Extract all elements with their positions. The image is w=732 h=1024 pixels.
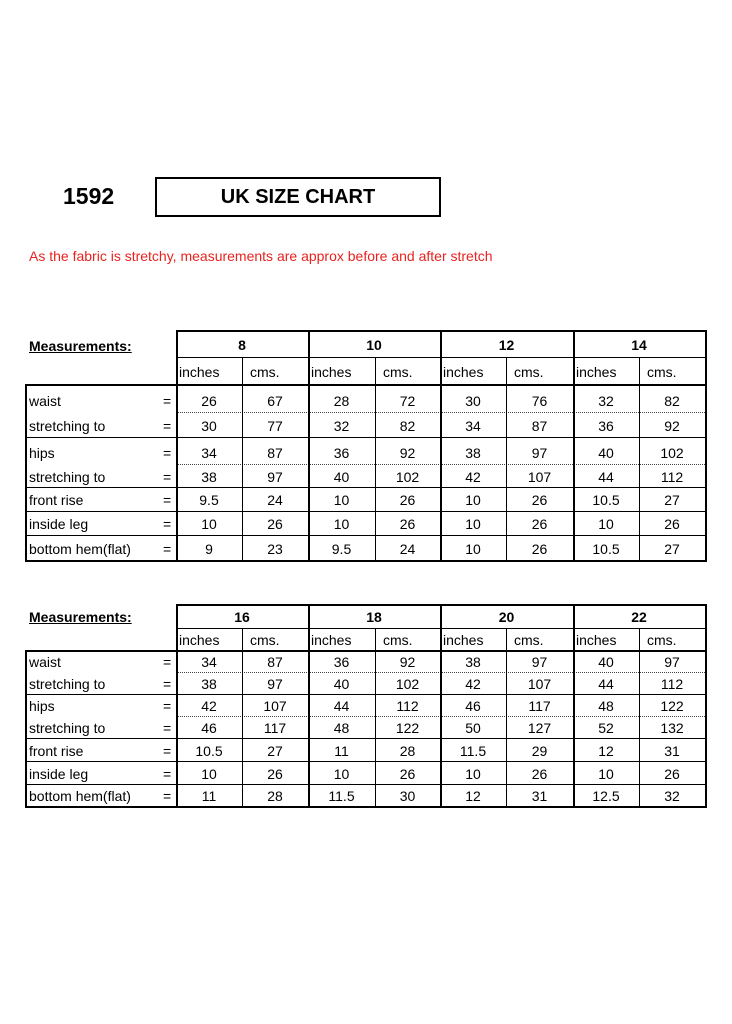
row-label: hips: [29, 698, 55, 714]
value-cell: 10: [465, 540, 481, 557]
value-cell: 26: [664, 765, 680, 782]
value-cell: 112: [660, 676, 684, 692]
value-cell: 82: [399, 417, 416, 434]
unit-inches: inches: [576, 363, 617, 380]
grid-line: [506, 628, 507, 806]
row-label: inside leg: [29, 765, 89, 782]
value-cell: 11: [334, 742, 349, 759]
value-cell: 48: [598, 698, 614, 714]
value-cell: 92: [664, 417, 680, 434]
value-cell: 117: [263, 720, 287, 736]
value-cell: 36: [598, 417, 614, 434]
value-cell: 26: [399, 492, 416, 508]
unit-cms: cms.: [647, 363, 677, 380]
value-cell: 112: [660, 468, 684, 485]
equals-sign: =: [163, 788, 172, 804]
grid-line: [25, 650, 27, 806]
grid-line: [375, 357, 376, 560]
value-cell: 30: [465, 393, 481, 409]
grid-line: [705, 604, 707, 808]
value-cell: 107: [263, 698, 287, 714]
value-cell: 107: [527, 676, 552, 692]
unit-inches: inches: [179, 363, 220, 380]
value-cell: 32: [333, 417, 350, 434]
value-cell: 102: [660, 445, 684, 461]
value-cell: 97: [267, 468, 283, 485]
unit-cms: cms.: [647, 632, 677, 648]
page-title: UK SIZE CHART: [155, 177, 441, 217]
equals-sign: =: [163, 445, 172, 461]
value-cell: 9.5: [331, 540, 352, 557]
value-cell: 30: [399, 788, 416, 804]
value-cell: 44: [333, 698, 350, 714]
equals-sign: =: [163, 540, 172, 557]
value-cell: 31: [664, 742, 680, 759]
grid-line: [25, 487, 705, 488]
equals-sign: =: [163, 676, 172, 692]
value-cell: 26: [531, 492, 548, 508]
value-cell: 87: [267, 654, 283, 670]
value-cell: 34: [465, 417, 481, 434]
value-cell: 36: [333, 445, 350, 461]
row-label: waist: [29, 654, 61, 670]
grid-line: [573, 330, 575, 562]
equals-sign: =: [163, 742, 172, 759]
grid-line: [705, 330, 707, 562]
value-cell: 107: [527, 468, 552, 485]
value-cell: 97: [531, 445, 548, 461]
value-cell: 42: [465, 676, 481, 692]
size-header: 8: [238, 336, 246, 353]
value-cell: 40: [598, 445, 614, 461]
unit-inches: inches: [311, 632, 352, 648]
value-cell: 122: [660, 698, 684, 714]
value-cell: 28: [333, 393, 350, 409]
value-cell: 38: [201, 468, 217, 485]
row-label: hips: [29, 445, 55, 461]
grid-line: [25, 806, 707, 808]
value-cell: 46: [465, 698, 481, 714]
value-cell: 23: [267, 540, 283, 557]
value-cell: 29: [531, 742, 548, 759]
value-cell: 9.5: [199, 492, 219, 508]
equals-sign: =: [163, 720, 172, 736]
value-cell: 26: [201, 393, 217, 409]
value-cell: 11.5: [328, 788, 355, 804]
equals-sign: =: [163, 765, 172, 782]
grid-line: [25, 650, 705, 652]
value-cell: 102: [395, 676, 420, 692]
value-cell: 117: [528, 698, 551, 714]
value-cell: 72: [399, 393, 416, 409]
equals-sign: =: [163, 654, 172, 670]
value-cell: 11: [201, 788, 217, 804]
size-header: 14: [631, 336, 647, 353]
grid-line: [242, 628, 243, 806]
value-cell: 32: [598, 393, 614, 409]
grid-line: [25, 535, 705, 536]
measurements-label: Measurements:: [29, 338, 132, 354]
value-cell: 52: [598, 720, 614, 736]
value-cell: 10: [333, 492, 350, 508]
value-cell: 40: [333, 676, 350, 692]
row-label: stretching to: [29, 468, 106, 485]
row-label: stretching to: [29, 720, 106, 736]
equals-sign: =: [163, 468, 172, 485]
value-cell: 32: [664, 788, 680, 804]
size-header: 22: [631, 609, 647, 625]
size-header: 18: [366, 609, 382, 625]
value-cell: 30: [201, 417, 217, 434]
value-cell: 67: [267, 393, 283, 409]
grid-line: [25, 694, 705, 695]
grid-line: [375, 628, 376, 806]
row-label: waist: [29, 393, 61, 409]
value-cell: 38: [465, 654, 481, 670]
grid-line: [506, 357, 507, 560]
value-cell: 9: [205, 540, 213, 557]
value-cell: 42: [201, 698, 217, 714]
unit-inches: inches: [443, 632, 484, 648]
grid-line: [25, 511, 705, 512]
value-cell: 127: [527, 720, 552, 736]
value-cell: 92: [399, 654, 416, 670]
value-cell: 26: [267, 765, 283, 782]
grid-line: [308, 604, 310, 808]
value-cell: 36: [333, 654, 350, 670]
value-cell: 27: [664, 540, 680, 557]
grid-line: [25, 761, 705, 762]
value-cell: 10: [465, 492, 481, 508]
grid-line: [25, 384, 705, 386]
value-cell: 34: [201, 445, 217, 461]
grid-line: [176, 604, 178, 806]
value-cell: 31: [531, 788, 548, 804]
equals-sign: =: [163, 492, 172, 508]
value-cell: 10: [465, 516, 481, 532]
size-header: 20: [498, 609, 515, 625]
value-cell: 11.5: [459, 742, 487, 759]
value-cell: 12: [465, 788, 481, 804]
unit-cms: cms.: [250, 632, 280, 648]
row-label: stretching to: [29, 676, 106, 692]
grid-line: [308, 330, 310, 562]
product-code: 1592: [63, 183, 115, 209]
unit-inches: inches: [179, 632, 220, 648]
grid-line: [25, 437, 705, 438]
value-cell: 12.5: [592, 788, 620, 804]
value-cell: 44: [598, 468, 614, 485]
grid-line: [25, 384, 27, 560]
grid-line: [242, 357, 243, 560]
value-cell: 76: [531, 393, 548, 409]
unit-cms: cms.: [383, 632, 413, 648]
grid-line: [639, 357, 640, 560]
value-cell: 26: [531, 765, 548, 782]
value-cell: 10: [333, 765, 350, 782]
value-cell: 28: [399, 742, 416, 759]
row-label: bottom hem(flat): [29, 788, 131, 804]
value-cell: 26: [267, 516, 283, 532]
unit-cms: cms.: [514, 363, 544, 380]
value-cell: 48: [333, 720, 350, 736]
unit-cms: cms.: [250, 363, 280, 380]
value-cell: 40: [333, 468, 350, 485]
value-cell: 38: [201, 676, 217, 692]
value-cell: 10.5: [592, 492, 620, 508]
value-cell: 132: [660, 720, 684, 736]
row-label: front rise: [29, 742, 84, 759]
value-cell: 122: [395, 720, 420, 736]
value-cell: 10: [598, 516, 614, 532]
equals-sign: =: [163, 417, 172, 434]
value-cell: 10: [598, 765, 614, 782]
value-cell: 27: [267, 742, 283, 759]
unit-cms: cms.: [383, 363, 413, 380]
grid-line: [25, 738, 705, 739]
value-cell: 97: [531, 654, 548, 670]
value-cell: 112: [396, 698, 419, 714]
value-cell: 46: [201, 720, 217, 736]
unit-inches: inches: [311, 363, 352, 380]
row-label: bottom hem(flat): [29, 540, 131, 557]
value-cell: 26: [531, 516, 548, 532]
value-cell: 26: [399, 516, 416, 532]
size-header: 16: [234, 609, 250, 625]
value-cell: 27: [664, 492, 680, 508]
value-cell: 92: [399, 445, 416, 461]
grid-line: [639, 628, 640, 806]
value-cell: 28: [267, 788, 283, 804]
value-cell: 77: [267, 417, 283, 434]
value-cell: 26: [531, 540, 548, 557]
unit-inches: inches: [576, 632, 617, 648]
value-cell: 50: [465, 720, 481, 736]
grid-line: [25, 560, 707, 562]
unit-cms: cms.: [514, 632, 544, 648]
value-cell: 26: [399, 765, 416, 782]
value-cell: 42: [465, 468, 481, 485]
equals-sign: =: [163, 698, 172, 714]
value-cell: 40: [598, 654, 614, 670]
value-cell: 24: [399, 540, 416, 557]
value-cell: 87: [267, 445, 283, 461]
value-cell: 34: [201, 654, 217, 670]
grid-line: [440, 604, 442, 808]
equals-sign: =: [163, 393, 172, 409]
grid-line: [25, 784, 705, 785]
value-cell: 87: [531, 417, 548, 434]
value-cell: 10.5: [592, 540, 620, 557]
row-label: stretching to: [29, 417, 106, 434]
size-header: 10: [366, 336, 382, 353]
value-cell: 38: [465, 445, 481, 461]
stretch-note: As the fabric is stretchy, measurements are approx before and after stretch: [29, 248, 493, 264]
value-cell: 24: [267, 492, 283, 508]
value-cell: 10: [201, 516, 217, 532]
value-cell: 102: [395, 468, 420, 485]
grid-line: [176, 330, 178, 560]
grid-line: [440, 330, 442, 562]
value-cell: 10: [201, 765, 217, 782]
value-cell: 12: [598, 742, 614, 759]
value-cell: 10: [333, 516, 350, 532]
value-cell: 97: [267, 676, 283, 692]
value-cell: 97: [664, 654, 680, 670]
value-cell: 82: [664, 393, 680, 409]
equals-sign: =: [163, 516, 172, 532]
value-cell: 26: [664, 516, 680, 532]
value-cell: 10.5: [195, 742, 223, 759]
unit-inches: inches: [443, 363, 484, 380]
measurements-label: Measurements:: [29, 609, 132, 625]
size-header: 12: [498, 336, 515, 353]
value-cell: 10: [465, 765, 481, 782]
grid-line: [573, 604, 575, 808]
row-label: inside leg: [29, 516, 89, 532]
row-label: front rise: [29, 492, 84, 508]
value-cell: 44: [598, 676, 614, 692]
